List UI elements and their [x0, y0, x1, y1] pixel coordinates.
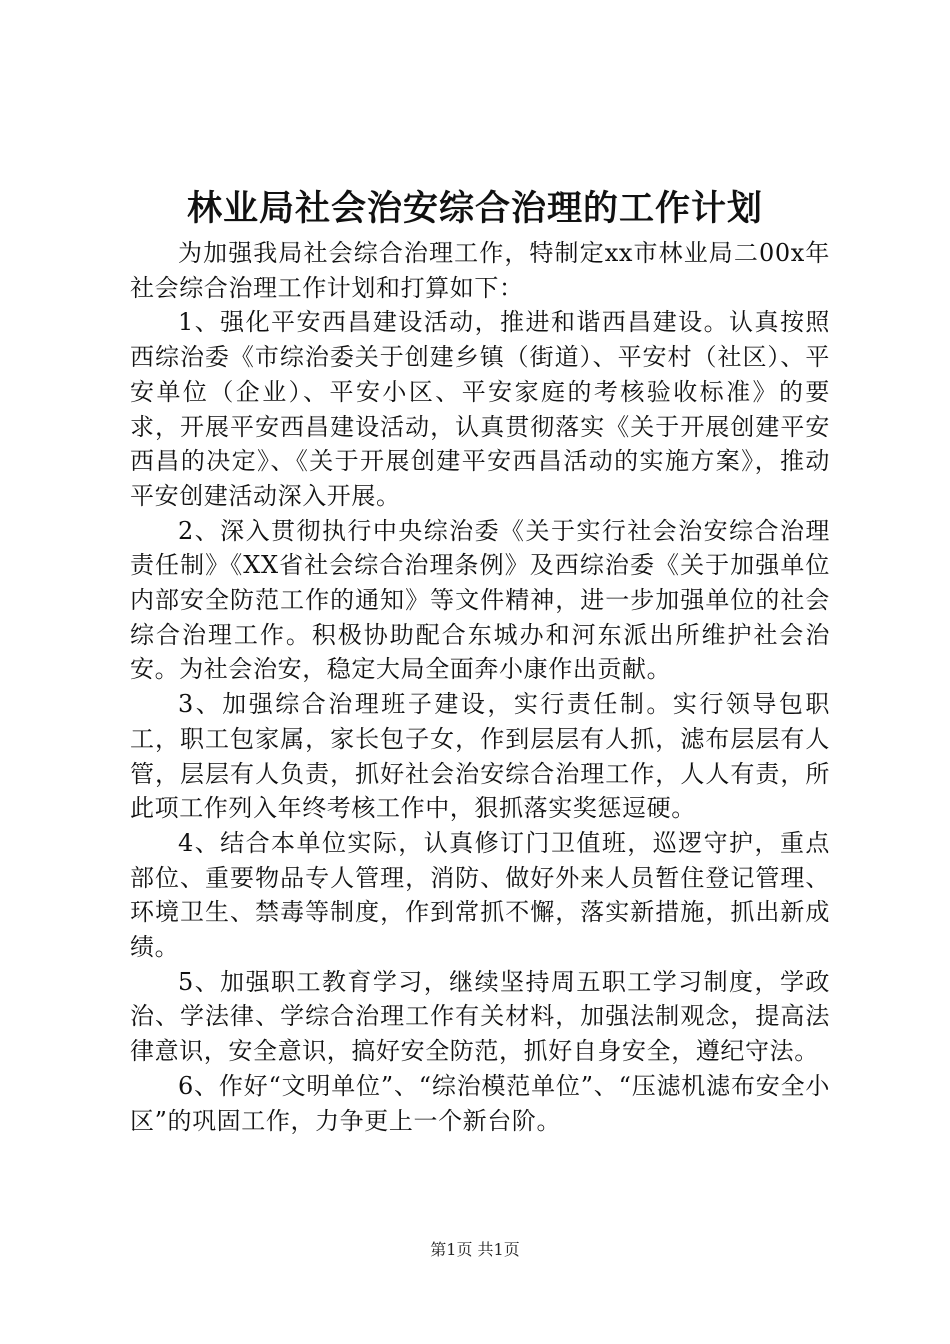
item-paragraph-1: 1、强化平安西昌建设活动，推进和谐西昌建设。认真按照西综治委《市综治委关于创建乡镇（街道）、平安村（社区）、平安单位（企业）、平安小区、平安家庭的考核验收标准》的要求，开展平安西昌建设活动，认真贯彻落实《关于开展创建平安西昌的决定》、《关于开展创建平安西昌活动的实施方案》，推动平安创建活动深入开展。 — [130, 308, 830, 510]
item-paragraph-3: 3、加强综合治理班子建设，实行责任制。实行领导包职工，职工包家属，家长包子女，作到层层有人抓，滤布层层有人管，层层有人负责，抓好社会治安综合治理工作，人人有责，所此项工作列入年终考核工作中，狠抓落实奖惩逗硬。 — [130, 690, 830, 823]
item-paragraph-2: 2、深入贯彻执行中央综治委《关于实行社会治安综合治理责任制》《XX省社会综合治理条例》及西综治委《关于加强单位内部安全防范工作的通知》等文件精神，进一步加强单位的社会综合治理工作。积极协助配合东城办和河东派出所维护社会治安。为社会治安，稳定大局全面奔小康作出贡献。 — [130, 516, 830, 684]
item-paragraph-6: 6、作好“文明单位”、“综治模范单位”、“压滤机滤布安全小区”的巩固工作，力争更上一个新台阶。 — [130, 1071, 830, 1135]
document-title: 林业局社会治安综合治理的工作计划 — [186, 188, 763, 229]
document-body — [130, 236, 830, 1138]
item-paragraph-5: 5、加强职工教育学习，继续坚持周五职工学习制度，学政治、学法律、学综合治理工作有关材料，加强法制观念，提高法律意识，安全意识，搞好安全防范，抓好自身安全，遵纪守法。 — [130, 967, 830, 1066]
intro-paragraph: 为加强我局社会综合治理工作，特制定xx市林业局二00x年社会综合治理工作计划和打算如下： — [130, 239, 830, 302]
item-paragraph-4: 4、结合本单位实际，认真修订门卫值班，巡逻守护，重点部位、重要物品专人管理，消防、做好外来人员暂住登记管理、环境卫生、禁毒等制度，作到常抓不懈，落实新措施，抓出新成绩。 — [130, 828, 830, 962]
page-number-footer: 第1页 共1页 — [430, 1240, 520, 1259]
